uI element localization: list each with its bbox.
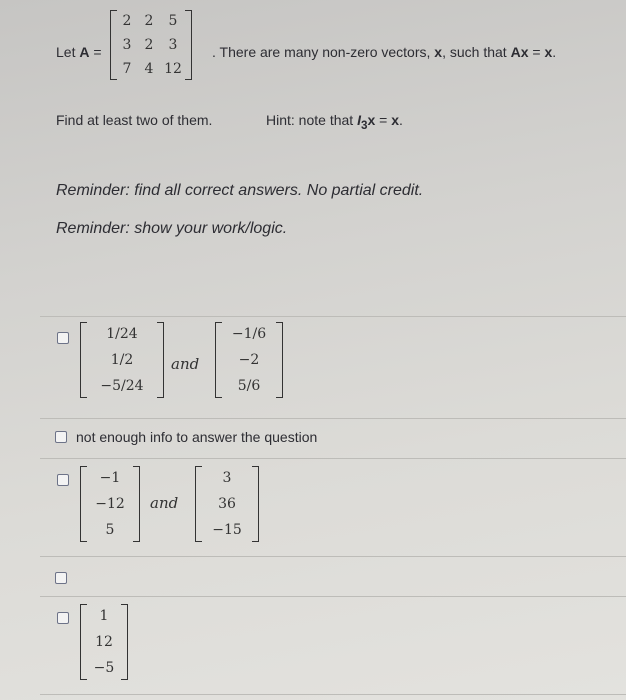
option-3-vector-1 (80, 466, 140, 542)
vector-cell: −15 (212, 522, 242, 538)
matrix-cell: 3 (168, 37, 178, 53)
vector-cell: 3 (222, 470, 232, 486)
vector-cell: 1/24 (106, 326, 138, 342)
option-2-label[interactable]: not enough info to answer the question (76, 429, 318, 445)
text: = (528, 44, 545, 60)
and-label: and (171, 355, 200, 373)
matrix-cell: 7 (122, 61, 132, 77)
vector-cell: −2 (238, 352, 260, 368)
option-1-checkbox[interactable] (57, 332, 69, 344)
question-condition (212, 44, 556, 60)
matrix-cell: 12 (164, 61, 182, 77)
question-statement (56, 44, 102, 60)
vector-cell: −12 (95, 496, 125, 512)
reminder-show-work: Reminder: show your work/logic. (56, 220, 288, 237)
and-label: and (150, 494, 179, 512)
subscript: 3 (360, 118, 368, 132)
text: Hint: note that (266, 112, 358, 128)
ax-symbol: Ax (510, 44, 529, 60)
vector-cell: −5 (93, 660, 115, 676)
vector-cell: 36 (218, 496, 236, 512)
a-symbol: A (79, 44, 90, 60)
option-1-vector-2 (215, 322, 283, 398)
option-5-checkbox[interactable] (57, 612, 69, 624)
matrix-cell: 4 (144, 61, 154, 77)
reminder-partial-credit: Reminder: find all correct answers. No partial credit. (56, 182, 424, 199)
text: = (375, 112, 392, 128)
option-5-vector-1 (80, 604, 128, 680)
divider (40, 418, 626, 419)
hint (266, 112, 403, 132)
option-1-vector-1 (80, 322, 164, 398)
matrix-cell: 2 (144, 37, 154, 53)
option-3-checkbox[interactable] (57, 474, 69, 486)
x-symbol: x (391, 112, 399, 128)
vector-cell: 5 (105, 522, 115, 538)
find-instruction: Find at least two of them. (56, 112, 213, 128)
divider (40, 596, 626, 597)
vector-cell: −5/24 (100, 378, 144, 394)
text: . (399, 112, 403, 128)
vector-cell: −1 (99, 470, 121, 486)
let-label: Let (56, 44, 80, 60)
x-symbol: x (367, 112, 376, 128)
text: . (552, 44, 557, 60)
option-3-vector-2 (195, 466, 259, 542)
vector-cell: 12 (95, 634, 113, 650)
matrix-cell: 2 (144, 13, 154, 29)
x-symbol: x (434, 44, 443, 60)
text: . There are many non-zero vectors, (212, 44, 435, 60)
vector-cell: −1/6 (231, 326, 267, 342)
divider (40, 458, 626, 459)
matrix-cell: 2 (122, 13, 132, 29)
identity-symbol: I (357, 112, 361, 128)
x-symbol: x (544, 44, 553, 60)
divider (40, 556, 626, 557)
equals: = (89, 44, 102, 60)
matrix-cell: 3 (122, 37, 132, 53)
divider (40, 694, 626, 695)
matrix-cell: 5 (168, 13, 178, 29)
option-4-checkbox[interactable] (55, 572, 67, 584)
matrix-a (110, 10, 192, 80)
option-2-checkbox[interactable] (55, 431, 67, 443)
vector-cell: 1 (99, 608, 109, 624)
vector-cell: 1/2 (110, 352, 134, 368)
divider (40, 316, 626, 317)
text: , such that (442, 44, 511, 60)
vector-cell: 5/6 (237, 378, 261, 394)
